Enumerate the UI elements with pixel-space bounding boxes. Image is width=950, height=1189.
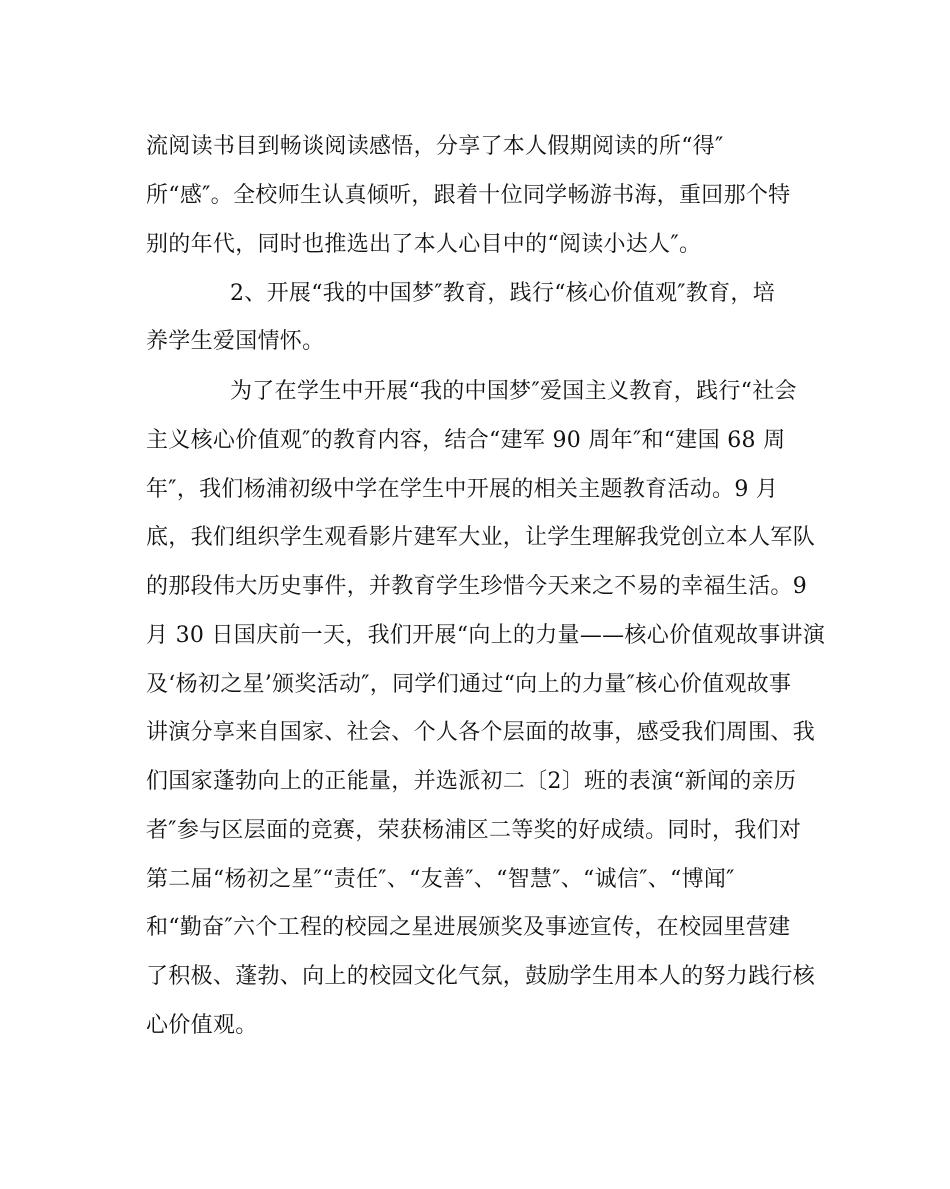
- text-line: 流阅读书目到畅谈阅读感悟，分享了本人假期阅读的所“得″: [146, 134, 724, 159]
- text-line: 讲演分享来自国家、社会、个人各个层面的故事，感受我们周围、我: [146, 720, 816, 745]
- text-line: 养学生爱国情怀。: [146, 329, 325, 354]
- section-heading: 2、开展“我的中国梦″教育，践行“核心价值观″教育，培: [230, 281, 776, 306]
- text-line: 所“感″。全校师生认真倾听，跟着十位同学畅游书海，重回那个特: [146, 183, 791, 208]
- text-line: 底，我们组织学生观看影片建军大业，让学生理解我党创立本人军队: [146, 525, 816, 550]
- text-line: 了积极、蓬勃、向上的校园文化气氛，鼓励学生用本人的努力践行核: [146, 964, 816, 989]
- text-line: 者″参与区层面的竞赛，荣获杨浦区二等奖的好成绩。同时，我们对: [146, 818, 802, 843]
- text-line: 年″，我们杨浦初级中学在学生中开展的相关主题教育活动。9 月: [146, 477, 779, 502]
- paragraph-start: 为了在学生中开展“我的中国梦″爱国主义教育，践行“社会: [230, 379, 797, 404]
- text-line: 们国家蓬勃向上的正能量，并选派初二〔2〕班的表演“新闻的亲历: [146, 769, 797, 794]
- text-line: 及‘杨初之星’颁奖活动″，同学们通过“向上的力量″核心价值观故事: [146, 672, 792, 697]
- text-line: 别的年代，同时也推选出了本人心目中的“阅读小达人″。: [146, 232, 702, 257]
- text-line: 和“勤奋″六个工程的校园之星进展颁奖及事迹宣传，在校园里营建: [146, 915, 791, 940]
- text-line: 第二届“杨初之星″“责任″、“友善″、“智慧″、“诚信″、“博闻″: [146, 867, 735, 892]
- text-line: 心价值观。: [146, 1013, 258, 1038]
- text-line: 的那段伟大历史事件，并教育学生珍惜今天来之不易的幸福生活。9: [146, 574, 807, 599]
- text-line: 月 30 日国庆前一天，我们开展“向上的力量——核心价值观故事讲演: [146, 623, 826, 648]
- text-line: 主义核心价值观″的教育内容，结合“建军 90 周年″和“建国 68 周: [146, 428, 786, 453]
